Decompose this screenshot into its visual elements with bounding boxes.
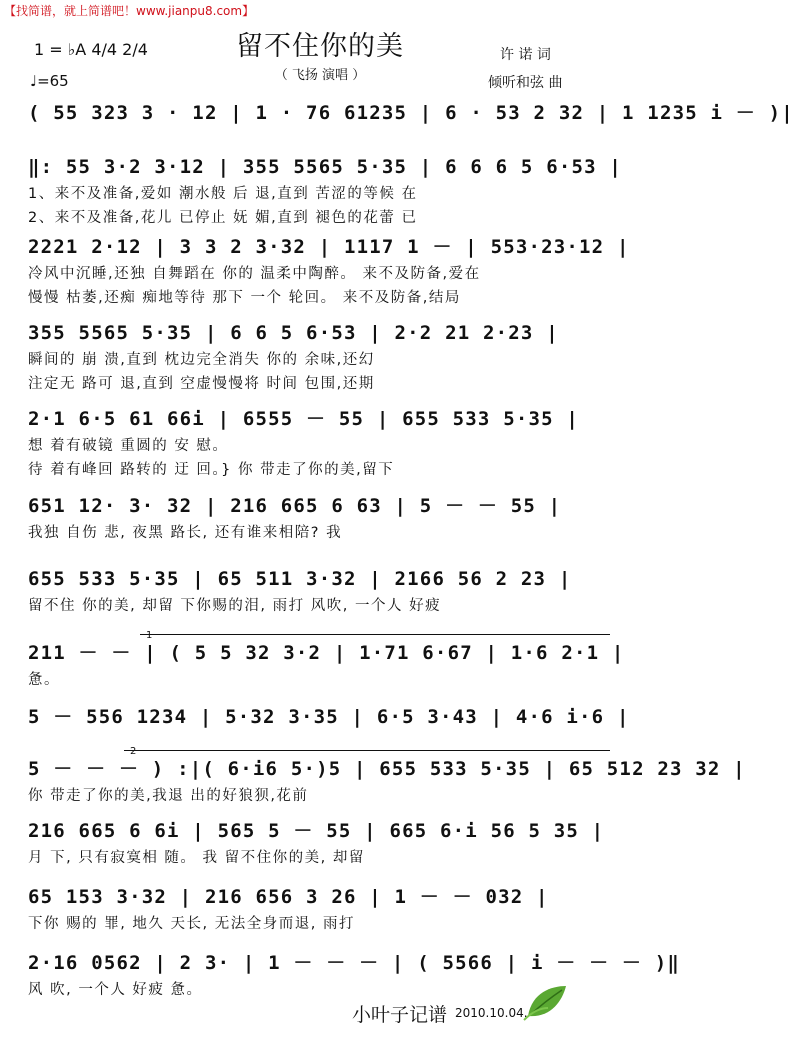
notation-line: 216 665 6 6i | 565 5 － 55 | 665 6·i 56 5 35 | bbox=[28, 820, 605, 842]
key-signature: 1 = ♭A 4/4 2/4 bbox=[34, 40, 148, 59]
notation-line: 2221 2·12 | 3 3 2 3·32 | 1117 1 － | 553·23·12 | bbox=[28, 236, 630, 258]
volta-bracket-line bbox=[140, 634, 610, 635]
lyricist-credit: 许 诺 词 bbox=[500, 47, 551, 63]
song-title: 留不住你的美 bbox=[236, 31, 404, 62]
notation-line: 651 12· 3· 32 | 216 665 6 63 | 5 － － 55 | bbox=[28, 495, 562, 517]
leaf-icon bbox=[522, 982, 570, 1022]
transcription-date: 2010.10.04. bbox=[455, 1006, 528, 1020]
lyric-line: 瞬间的 崩 溃,直到 枕边完全消失 你的 余味,还幻 bbox=[28, 352, 375, 368]
transcriber-signature: 小叶子记谱 bbox=[352, 1004, 448, 1026]
lyric-line: 风 吹, 一个人 好疲 惫。 bbox=[28, 982, 203, 998]
notation-line: 211 － － | ( 5 5 32 3·2 | 1·71 6·67 | 1·6 2·1 | bbox=[28, 642, 625, 664]
lyric-line: 慢慢 枯萎,还痴 痴地等待 那下 一个 轮回。 来不及防备,结局 bbox=[28, 290, 461, 306]
tempo-marking: ♩=65 bbox=[30, 72, 69, 90]
composer-credit: 倾听和弦 曲 bbox=[488, 75, 563, 91]
site-header: 【找简谱，就上简谱吧！www.jianpu8.com】 bbox=[4, 4, 255, 18]
notation-line: 65 153 3·32 | 216 656 3 26 | 1 － － 032 | bbox=[28, 886, 549, 908]
notation-line: 5 － 556 1234 | 5·32 3·35 | 6·5 3·43 | 4·6 i·6 | bbox=[28, 706, 630, 728]
lyric-line: 注定无 路可 退,直到 空虚慢慢将 时间 包围,还期 bbox=[28, 376, 375, 392]
notation-line: 355 5565 5·35 | 6 6 5 6·53 | 2·2 21 2·23 | bbox=[28, 322, 559, 344]
lyric-line: 冷风中沉睡,还独 自舞蹈在 你的 温柔中陶醉。 来不及防备,爱在 bbox=[28, 266, 481, 282]
lyric-line: 2、来不及准备,花儿 已停止 妩 媚,直到 褪色的花蕾 已 bbox=[28, 210, 418, 226]
notation-line: 655 533 5·35 | 65 511 3·32 | 2166 56 2 23 | bbox=[28, 568, 572, 590]
volta-bracket-number: 2 bbox=[130, 746, 137, 757]
notation-line: ‖: 55 3·2 3·12 | 355 5565 5·35 | 6 6 6 5 6·53 | bbox=[28, 156, 623, 178]
lyric-line: 1、来不及准备,爱如 潮水般 后 退,直到 苦涩的等候 在 bbox=[28, 186, 418, 202]
lyric-line: 你 带走了你的美,我退 出的好狼狈,花前 bbox=[28, 788, 309, 804]
lyric-line: 留不住 你的美, 却留 下你赐的泪, 雨打 风吹, 一个人 好疲 bbox=[28, 598, 442, 614]
lyric-line: 下你 赐的 罪, 地久 天长, 无法全身而退, 雨打 bbox=[28, 916, 355, 932]
lyric-line: 想 着有破镜 重圆的 安 慰。 bbox=[28, 438, 229, 454]
notation-line: 2·1 6·5 61 66i | 6555 － 55 | 655 533 5·35 | bbox=[28, 408, 580, 430]
notation-line: ( 55 323 3 · 12 | 1 · 76 61235 | 6 · 53 2 32 | 1 1235 i － )| bbox=[28, 102, 794, 124]
lyric-line: 惫。 bbox=[28, 672, 60, 688]
volta-bracket-number: 1 bbox=[146, 630, 153, 641]
lyric-line: 待 着有峰回 路转的 迂 回。} 你 带走了你的美,留下 bbox=[28, 462, 395, 478]
singer-subtitle: （ 飞扬 演唱 ） bbox=[274, 68, 366, 83]
lyric-line: 月 下, 只有寂寞相 随。 我 留不住你的美, 却留 bbox=[28, 850, 365, 866]
lyric-line: 我独 自伤 悲, 夜黑 路长, 还有谁来相陪? 我 bbox=[28, 525, 343, 541]
volta-bracket-line bbox=[124, 750, 610, 751]
notation-line: 5 － － － ) :|( 6·i6 5·)5 | 655 533 5·35 | 65 512 23 32 | bbox=[28, 758, 746, 780]
notation-line: 2·16 0562 | 2 3· | 1 － － － | ( 5566 | i － － － )‖ bbox=[28, 952, 681, 974]
